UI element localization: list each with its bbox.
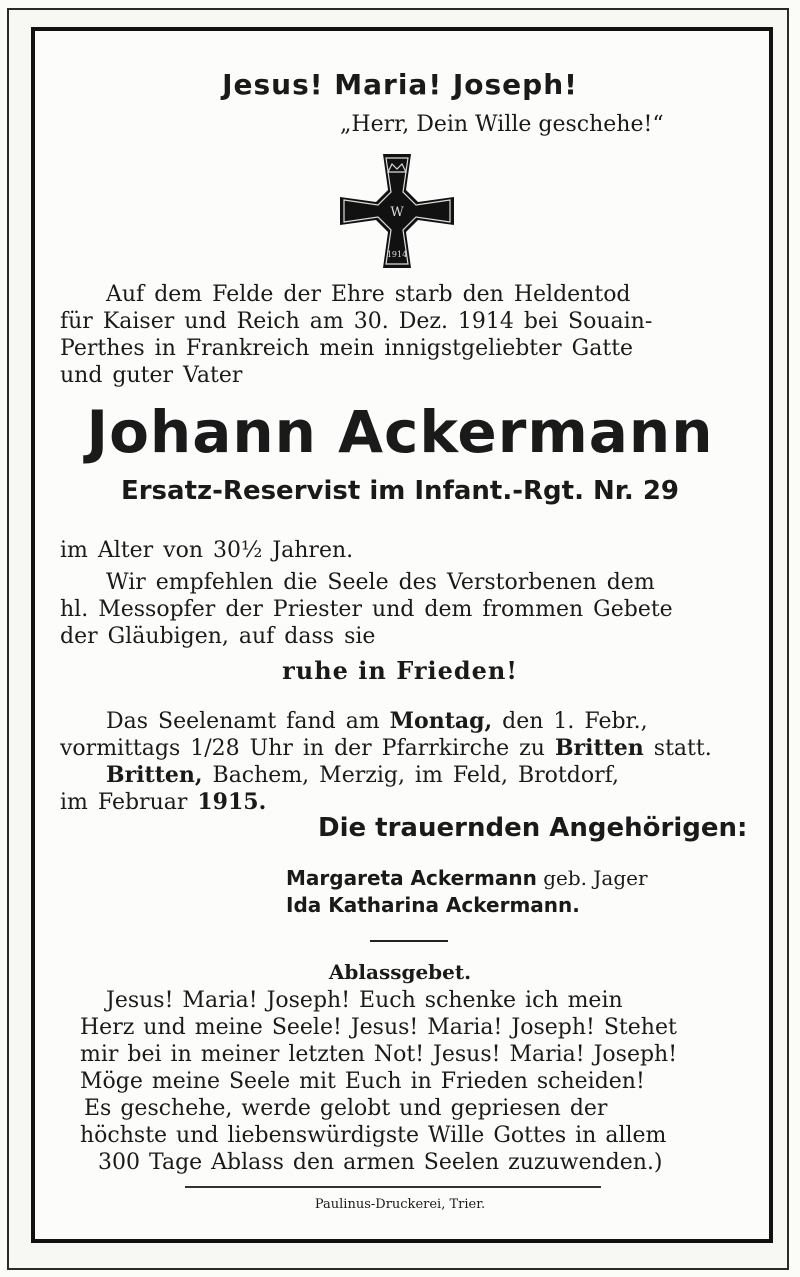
intro-line-1: Auf dem Felde der Ehre starb den Heldentod [106,282,631,307]
deceased-rank: Ersatz-Reservist im Infant.-Rgt. Nr. 29 [120,476,680,506]
service-line-2 [60,735,712,761]
service-day: Montag, [389,708,493,734]
printer-imprint: Paulinus-Druckerei, Trier. [314,1197,486,1212]
service-line-1 [106,708,648,734]
service-text: statt. [643,736,712,761]
places-list: Bachem, Merzig, im Feld, Brotdorf, [202,763,619,788]
mourners-title: Die trauernden Angehörigen: [318,813,748,843]
prayer-line-3: mir bei in meiner letzten Not! Jesus! Maria! Joseph! [80,1042,678,1067]
commendation-line-2: hl. Messopfer der Priester und dem frommen Gebete [60,597,673,622]
service-text: vormittags [60,736,191,761]
deceased-name: Johann Ackermann [86,398,714,466]
rest-in-peace: ruhe in Frieden! [282,656,518,685]
prayer-line-7: 300 Tage Ablass den armen Seelen zuzuwenden.) [98,1150,663,1175]
prayer-line-2: Herz und meine Seele! Jesus! Maria! Joseph! Stehet [80,1015,677,1040]
service-place: Britten [554,735,644,761]
divider [370,940,448,942]
mourner-1-maiden: geb. Jager [536,866,648,890]
commendation-line-3: der Gläubigen, auf dass sie [60,624,376,649]
deceased-age: im Alter von 30½ Jahren. [60,538,354,563]
places-line [106,762,619,788]
service-time: 1/28 [190,736,240,761]
mourner-1-name: Margareta Ackermann [286,866,537,890]
date-month: im Februar [60,790,198,815]
prayer-line-6: höchste und liebenswürdigste Wille Gottes in allem [80,1123,667,1148]
motto: „Herr, Dein Wille geschehe!“ [340,112,664,137]
place-britten: Britten, [106,762,203,788]
mourner-1 [286,866,648,890]
prayer-line-4: Möge meine Seele mit Euch in Frieden scheiden! [80,1069,645,1094]
prayer-line-5: Es geschehe, werde gelobt und gepriesen der [84,1096,608,1121]
prayer-title: Ablassgebet. [328,960,472,984]
intro-line-3: Perthes in Frankreich mein innigstgeliebter Gatte [60,336,634,361]
service-text: Uhr in der Pfarrkirche zu [239,736,555,761]
intro-line-2: für Kaiser und Reich am 30. Dez. 1914 bei Souain- [60,309,653,334]
cross-letter: W [390,205,404,220]
service-date: den 1. Febr., [492,709,648,734]
iron-cross-icon [336,150,458,272]
intro-line-4: und guter Vater [60,363,243,388]
date-year: 1915. [197,789,267,815]
bottom-rule [185,1186,601,1188]
date-line [60,789,266,815]
service-text: Das Seelenamt fand am [106,709,390,734]
prayer-line-1: Jesus! Maria! Joseph! Euch schenke ich mein [106,988,623,1013]
header-title: Jesus! Maria! Joseph! [222,68,578,101]
cross-year: 1914 [386,250,408,259]
commendation-line-1: Wir empfehlen die Seele des Verstorbenen dem [106,570,655,595]
mourner-2: Ida Katharina Ackermann. [286,893,580,917]
